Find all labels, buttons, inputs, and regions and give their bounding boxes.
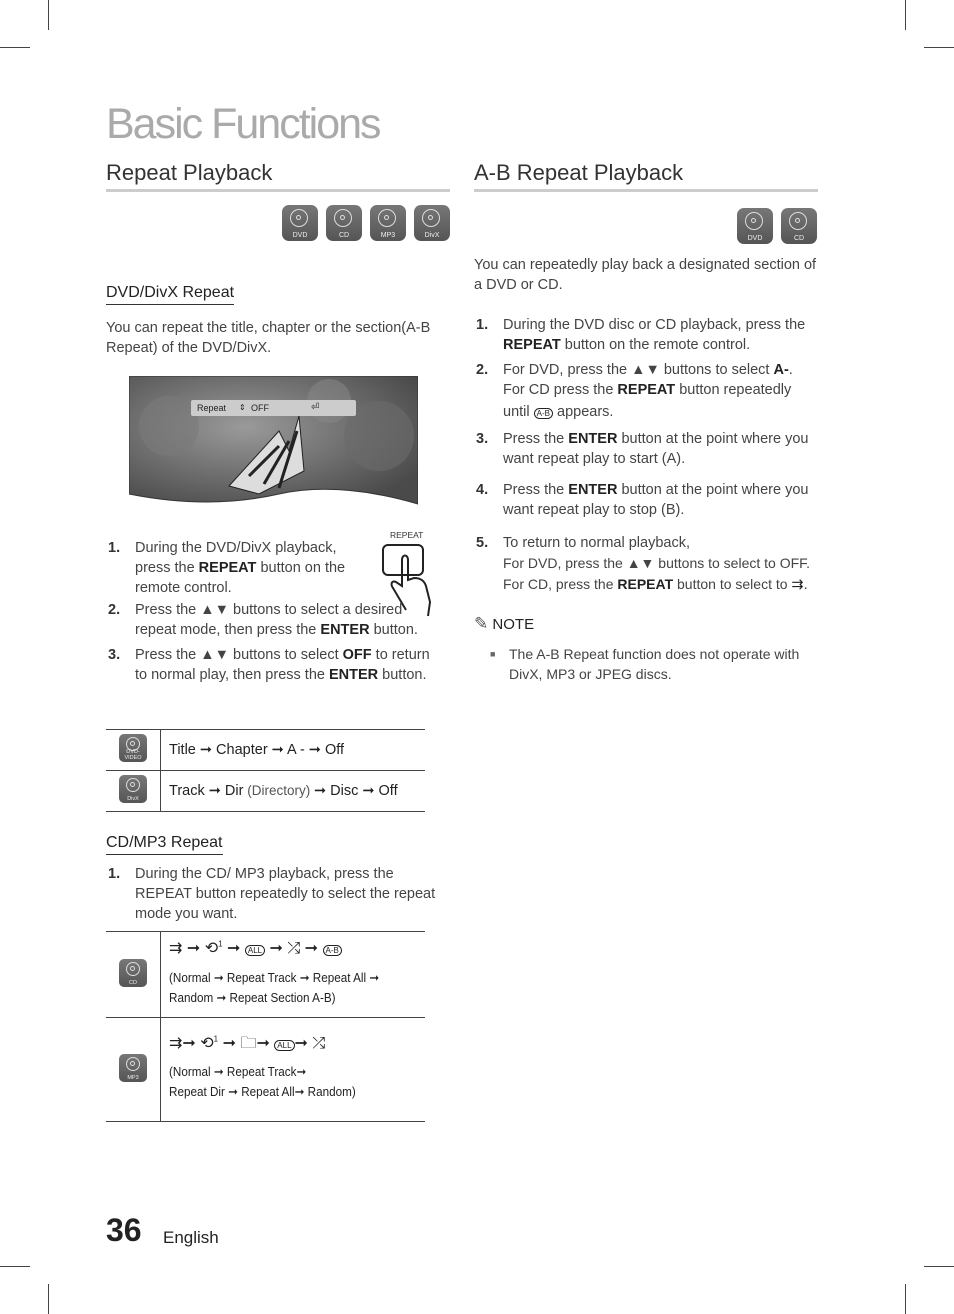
note-item	[474, 644, 819, 684]
dvd-intro: You can repeat the title, chapter or the section(A-B Repeat) of the DVD/DivX.	[106, 320, 431, 356]
disc-badges	[729, 208, 817, 249]
repeat-mode-icons: ⇉ ➞ ⟲$^1$ ➞ ALL ➞ ⤮ ➞ A-B	[169, 938, 424, 968]
repeat-track-icon: ⟲$^1$	[200, 1034, 219, 1052]
page-language: English	[163, 1228, 219, 1247]
repeat-ab-icon: A-B	[534, 408, 553, 419]
osd-label: Repeat	[197, 403, 227, 413]
osd-value: OFF	[251, 403, 269, 413]
repeat-mode-icons: ⇉➞ ⟲$^1$ ➞ 🗀➞ ALL ➞ ⤮	[169, 1034, 326, 1052]
crop-mark	[48, 0, 49, 30]
table-row	[106, 771, 425, 812]
divx-disc-icon: DivX	[119, 775, 147, 803]
cd-repeat-table	[106, 931, 425, 1122]
bullet-icon: ■	[490, 649, 496, 659]
ab-steps	[474, 315, 819, 595]
crop-mark	[48, 1284, 49, 1314]
table-row	[106, 932, 425, 1018]
divx-disc-icon: DivX	[414, 205, 450, 241]
ab-step-3: 3. Press the ENTER button at the point where you want repeat play to start (A).	[476, 431, 809, 467]
cd-repeat-sequence	[161, 932, 426, 1018]
mp3-disc-icon: MP3	[370, 205, 406, 241]
repeat-track-icon: ⟲$^1$	[204, 939, 223, 957]
cd-mode-line-1: (Normal ➞ Repeat Track ➞ Repeat All ➞	[169, 970, 380, 985]
ab-step-1: 1. During the DVD disc or CD playback, press the REPEAT button on the remote control.	[476, 317, 806, 353]
divx-repeat-sequence: Track ➞ Dir (Directory) ➞ Disc ➞ Off	[161, 771, 426, 812]
dvd-step-3: 3. Press the ▲▼ buttons to select OFF to return to normal play, then press the ENTER button.	[108, 647, 430, 683]
butterfly-image	[129, 376, 418, 510]
page-title: Basic Functions	[106, 100, 380, 148]
cd-mp3-repeat-heading: CD/MP3 Repeat	[106, 834, 223, 855]
repeat-all-icon: ALL	[245, 945, 265, 956]
cd-disc-icon: CD	[326, 205, 362, 241]
crop-mark	[905, 1284, 906, 1314]
ab-repeat-heading: A-B Repeat Playback	[474, 160, 818, 192]
cd-mode-line-2: Random ➞ Repeat Section A-B)	[169, 990, 336, 1005]
crop-mark	[905, 0, 906, 30]
updown-icon: ⇕	[239, 403, 246, 412]
note-text: The A-B Repeat function does not operate with DivX, MP3 or JPEG discs.	[509, 646, 800, 682]
dvd-steps	[106, 538, 436, 685]
mp3-mode-line-1: (Normal ➞ Repeat Track➞	[169, 1064, 307, 1079]
crop-mark	[0, 1266, 30, 1267]
repeat-playback-heading: Repeat Playback	[106, 160, 450, 192]
crop-mark	[924, 47, 954, 48]
crop-mark	[924, 1266, 954, 1267]
cd-steps	[106, 864, 446, 924]
osd-screenshot	[129, 376, 418, 510]
return-icon: ⏎	[311, 402, 320, 413]
dvd-step-2: 2. Press the ▲▼ buttons to select a desired repeat mode, then press the ENTER button.	[108, 602, 418, 638]
dvd-step-1: 1. During the DVD/DivX playback, press the REPEAT button on the remote control.	[108, 540, 346, 596]
cd-disc-icon: CD	[781, 208, 817, 244]
mp3-disc-icon: MP3	[119, 1054, 147, 1082]
random-icon: ⤮	[312, 1035, 326, 1052]
table-row	[106, 1018, 425, 1122]
dvd-video-disc-icon: DVD-VIDEO	[119, 734, 147, 762]
table-row	[106, 730, 425, 771]
random-icon: ⤮	[287, 940, 301, 957]
note-label: NOTE	[492, 616, 535, 633]
ab-step-4: 4. Press the ENTER button at the point where you want repeat play to stop (B).	[476, 482, 809, 518]
dvd-divx-repeat-heading: DVD/DivX Repeat	[106, 284, 234, 305]
dvd-repeat-table	[106, 729, 425, 812]
ab-intro: You can repeatedly play back a designated section of a DVD or CD.	[474, 257, 817, 293]
dvd-repeat-sequence: Title ➞ Chapter ➞ A - ➞ Off	[161, 730, 426, 771]
dvd-disc-icon: DVD	[282, 205, 318, 241]
note-block	[474, 614, 819, 684]
disc-badges	[274, 205, 450, 246]
pencil-icon: ✎	[474, 614, 489, 633]
repeat-dir-icon: 🗀	[240, 1035, 257, 1052]
normal-icon: ⇉	[169, 1035, 183, 1052]
mp3-mode-line-2: Repeat Dir ➞ Repeat All➞ Random)	[169, 1084, 356, 1099]
osd-bar	[191, 400, 356, 416]
mp3-repeat-sequence	[161, 1018, 426, 1122]
cd-disc-icon: CD	[119, 959, 147, 987]
remote-label: REPEAT	[390, 530, 424, 540]
repeat-ab-icon: A-B	[323, 945, 342, 956]
ab-step-2: 2. For DVD, press the ▲▼ buttons to select A-. For CD press the REPEAT button repeatedly until A-B appears.	[476, 362, 793, 420]
cd-step-1: 1. During the CD/ MP3 playback, press the REPEAT button repeatedly to select the repeat mode you want.	[108, 866, 436, 922]
normal-icon: ⇉	[169, 940, 183, 957]
page-number: 36	[106, 1212, 142, 1248]
normal-icon: ⇉	[791, 577, 804, 593]
crop-mark	[0, 47, 30, 48]
ab-step-5: 5. To return to normal playback, For DVD, press the ▲▼ buttons to select to OFF. For CD, press the REPEAT button to select to ⇉.	[476, 535, 811, 593]
repeat-all-icon: ALL	[274, 1040, 294, 1051]
dvd-disc-icon: DVD	[737, 208, 773, 244]
